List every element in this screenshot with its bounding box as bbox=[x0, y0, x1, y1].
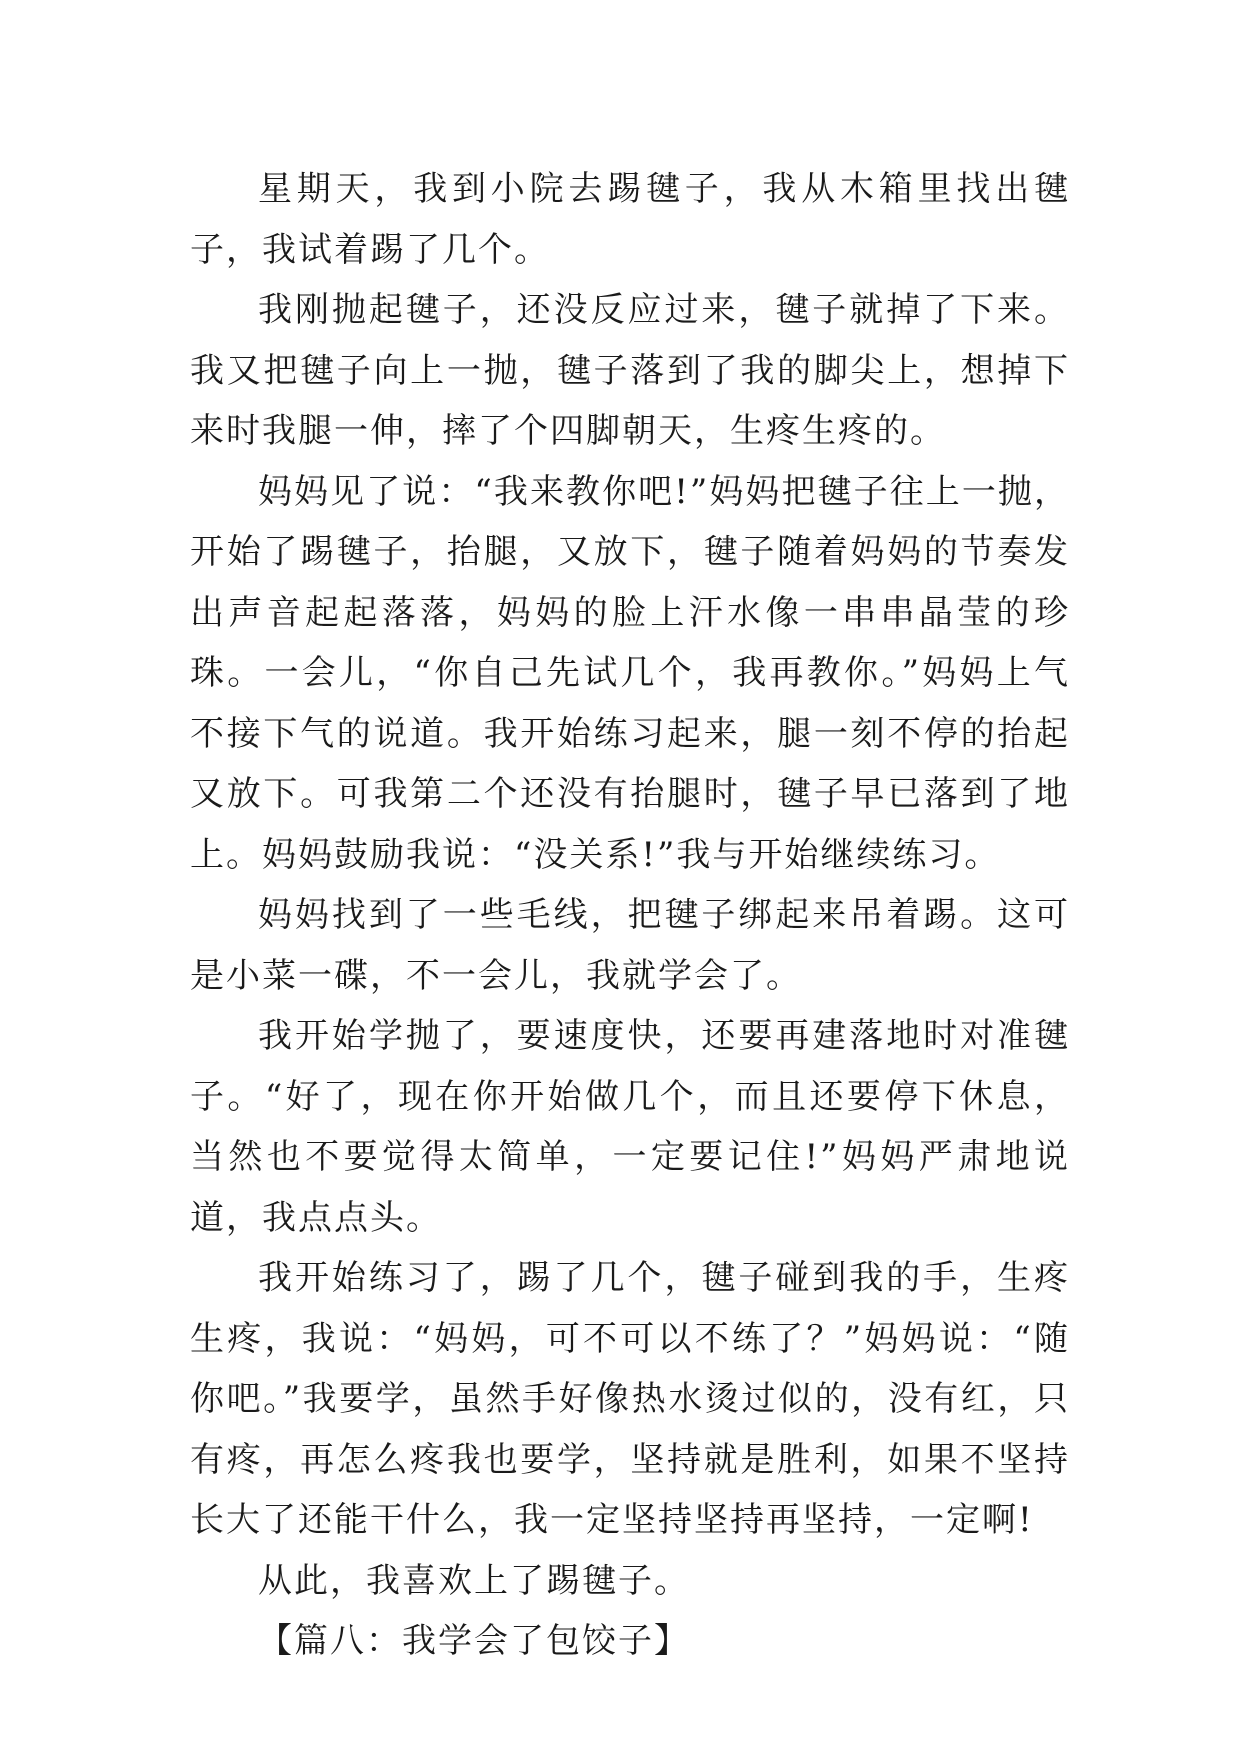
paragraph-7: 从此，我喜欢上了踢毽子。 bbox=[258, 1560, 690, 1601]
paragraph-2: 我刚抛起毽子，还没反应过来，毽子就掉了下来。我又把毽子向上一抛，毽子落到了我的脚尖上，想掉下来时我腿一伸，摔了个四脚朝天，生疼生疼的。 bbox=[190, 290, 1070, 451]
paragraph-1: 星期天，我到小院去踢毽子，我从木箱里找出毽子，我试着踢了几个。 bbox=[190, 169, 1070, 270]
paragraph-5: 我开始学抛了，要速度快，还要再建落地时对准毽子。“好了，现在你开始做几个，而且还要停下休息，当然也不要觉得太简单，一定要记住!”妈妈严肃地说道，我点点头。 bbox=[190, 1016, 1070, 1238]
section-heading: 【篇八：我学会了包饺子】 bbox=[258, 1621, 690, 1661]
paragraph-4: 妈妈找到了一些毛线，把毽子绑起来吊着踢。这可是小菜一碟，不一会儿，我就学会了。 bbox=[190, 895, 1070, 996]
paragraph-6: 我开始练习了，踢了几个，毽子碰到我的手，生疼生疼，我说：“妈妈，可不可以不练了？”妈妈说：“随你吧。”我要学，虽然手好像热水烫过似的，没有红，只有疼，再怎么疼我也要学，坚持就是胜利，如果不坚持长大了还能干什么，我一定坚持坚持再坚持，一定啊! bbox=[190, 1258, 1070, 1540]
document-body bbox=[190, 159, 1070, 1672]
paragraph-3: 妈妈见了说：“我来教你吧!”妈妈把毽子往上一抛，开始了踢毽子，抬腿，又放下，毽子随着妈妈的节奏发出声音起起落落，妈妈的脸上汗水像一串串晶莹的珍珠。一会儿，“你自己先试几个，我再教你。”妈妈上气不接下气的说道。我开始练习起来，腿一刻不停的抬起又放下。可我第二个还没有抬腿时，毽子早已落到了地上。妈妈鼓励我说：“没关系!”我与开始继续练习。 bbox=[190, 471, 1070, 875]
